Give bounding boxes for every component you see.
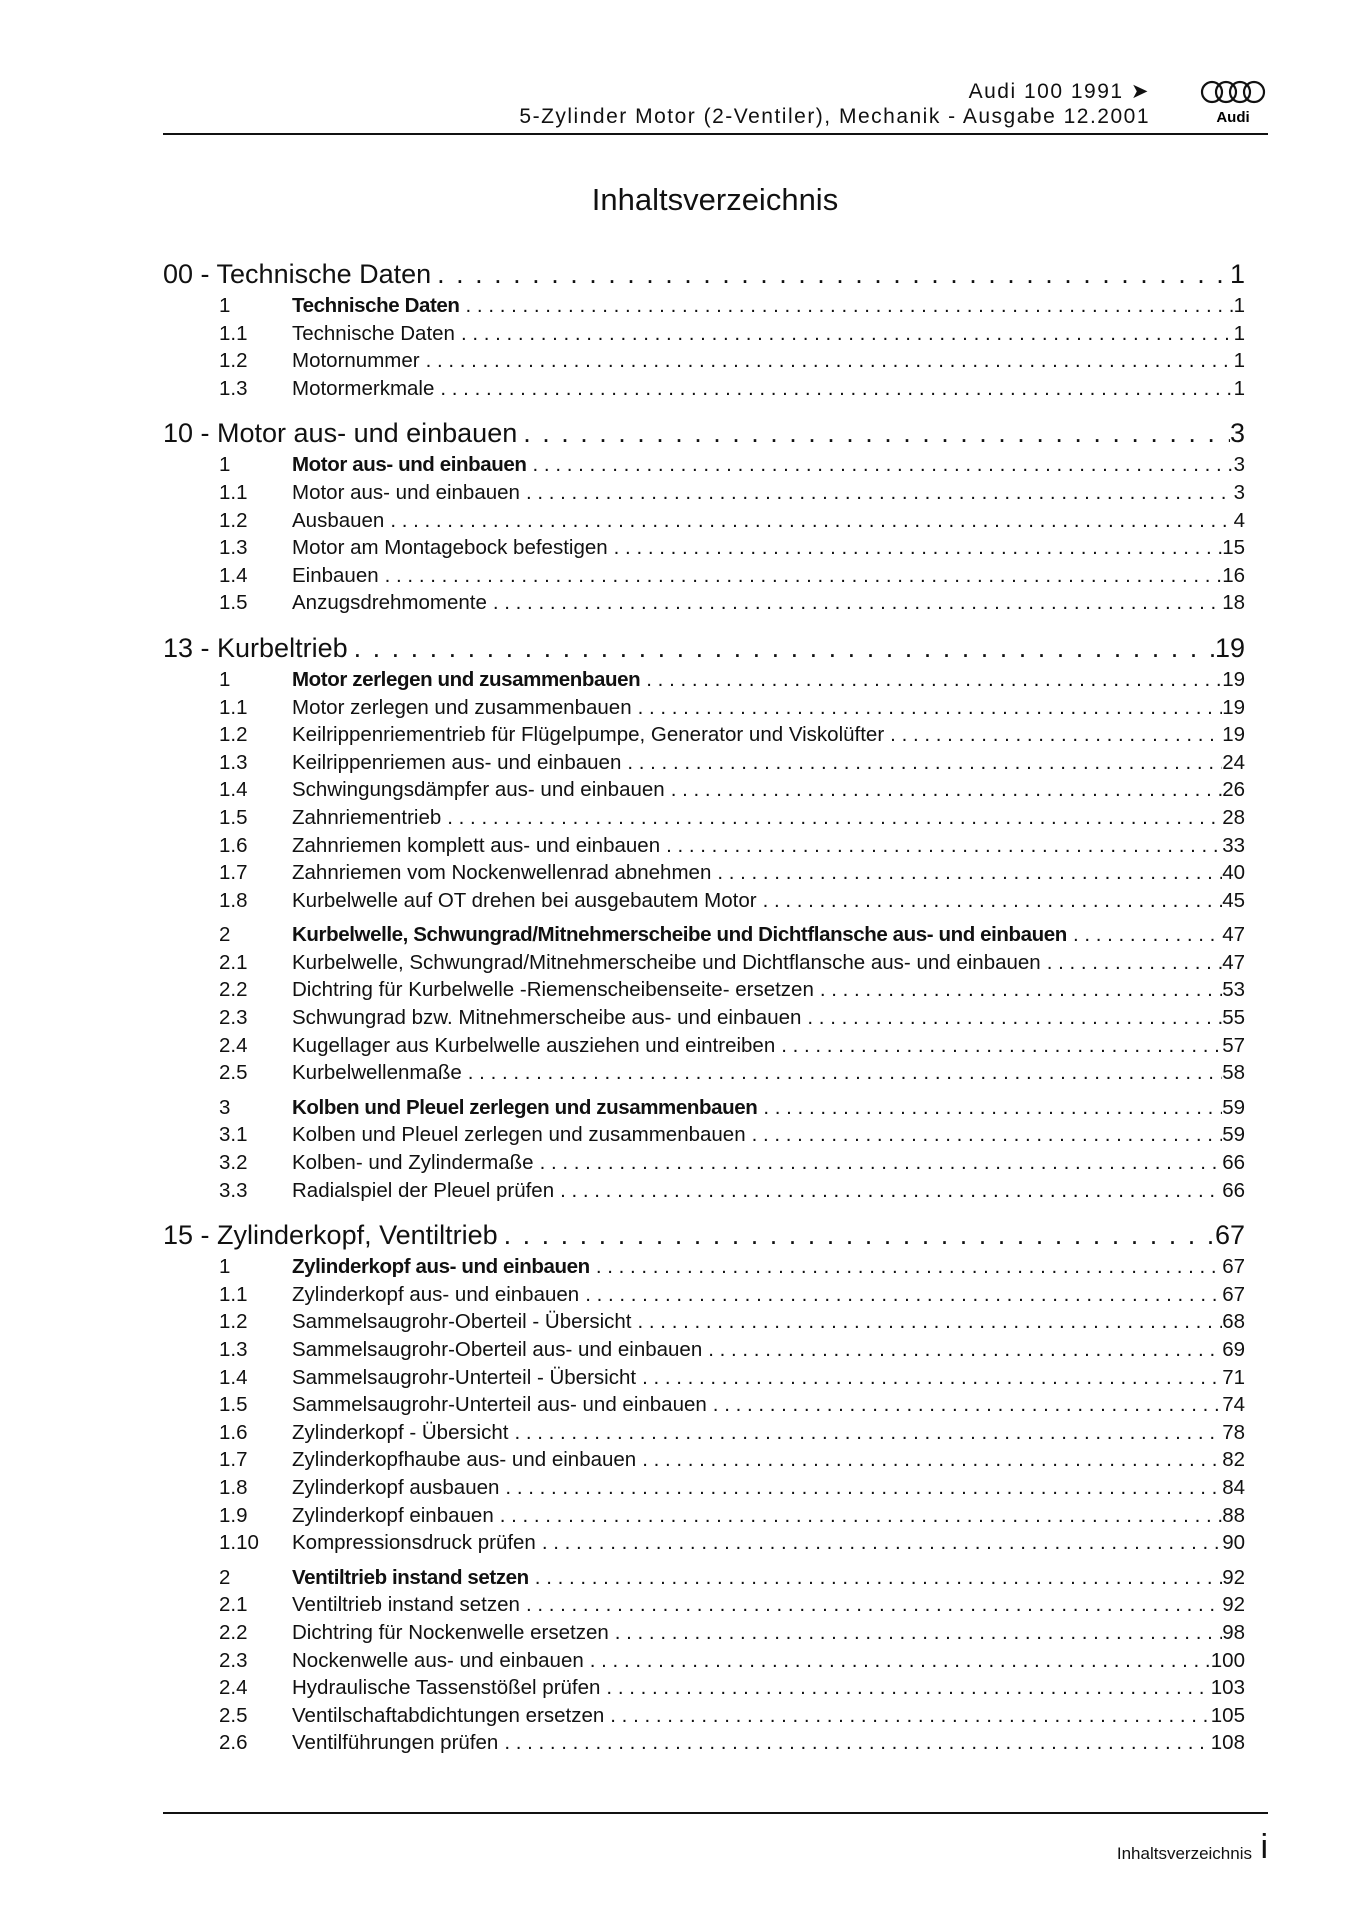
entry-number: 1.9 [219,1503,248,1527]
entry-page: 92 [1222,1593,1245,1617]
entry-title: Zylinderkopf ausbauen [292,1475,500,1499]
header-model: Audi 100 1991 ➤ [968,80,1150,103]
dot-leader [610,1702,1211,1730]
toc-entry[interactable] [163,1149,1245,1177]
entry-title: Technische Daten [292,294,460,317]
entry-title: Motor aus- und einbauen [292,480,520,504]
dot-leader [638,694,1223,722]
dot-leader [447,804,1222,832]
entry-page: 59 [1222,1095,1245,1119]
dot-leader [1073,921,1222,949]
chapter-title: 00 - Technische Daten [163,259,432,289]
entry-page: 84 [1222,1475,1245,1499]
toc-entry[interactable] [163,666,1245,694]
toc-entry[interactable] [163,1729,1245,1757]
entry-number: 2.1 [219,1593,248,1617]
entry-title: Einbauen [292,563,379,587]
entry-title: Anzugsdrehmomente [292,591,487,615]
entry-number: 1.2 [219,1310,248,1334]
toc-entry[interactable] [163,1177,1245,1205]
entry-title: Kurbelwelle auf OT drehen bei ausgebautem Motor [292,888,757,912]
entry-page: 69 [1222,1338,1245,1361]
entry-number: 1.7 [219,1448,248,1472]
entry-title: Kurbelwelle, Schwungrad/Mitnehmerscheibe und Dichtflansche aus- und einbauen [292,923,1067,947]
entry-number: 2.1 [219,950,248,974]
entry-title: Sammelsaugrohr-Unterteil aus- und einbauen [292,1393,707,1417]
entry-number: 1 [219,294,231,317]
entry-page: 58 [1222,1061,1245,1085]
chapter-page: 19 [1214,632,1245,663]
entry-page: 78 [1222,1420,1245,1444]
entry-page: 59 [1222,1123,1245,1147]
entry-page: 53 [1222,978,1245,1002]
entry-title: Schwingungsdämpfer aus- und einbauen [292,778,665,802]
entry-title: Motor aus- und einbauen [292,453,527,477]
dot-leader [523,415,1230,451]
entry-page: 66 [1222,1151,1245,1175]
dot-leader [440,375,1233,403]
toc-entry[interactable] [163,1336,1245,1364]
entry-page: 1 [1233,294,1245,317]
dot-leader [763,1094,1222,1122]
entry-page: 1 [1233,349,1245,373]
entry-title: Zylinderkopf einbauen [292,1503,494,1527]
entry-title: Ventilführungen prüfen [292,1731,499,1755]
entry-title: Motor am Montagebock befestigen [292,536,608,560]
chapter-page: 1 [1229,259,1245,289]
entry-title: Sammelsaugrohr-Oberteil aus- und einbauen [292,1338,703,1361]
entry-number: 1.3 [219,536,248,560]
entry-number: 1 [219,1255,231,1279]
dot-leader [763,887,1223,915]
entry-page: 16 [1222,563,1245,587]
dot-leader [627,749,1222,777]
dot-leader [642,1446,1222,1474]
entry-number: 1.5 [219,1393,248,1417]
entry-page: 57 [1222,1033,1245,1057]
entry-page: 47 [1222,923,1245,947]
entry-title: Dichtring für Nockenwelle ersetzen [292,1620,609,1644]
footer-label: Inhaltsverzeichnis [1116,1844,1252,1863]
dot-leader [426,347,1234,375]
dot-leader [466,292,1234,320]
entry-page: 26 [1222,778,1245,802]
dot-leader [385,562,1223,590]
entry-title: Keilrippenriemen aus- und einbauen [292,750,622,774]
entry-number: 1.8 [219,888,248,912]
toc-chapter[interactable] [163,1217,1245,1253]
dot-leader [642,1364,1222,1392]
toc-entry[interactable] [163,1059,1245,1087]
entry-page: 3 [1233,453,1245,477]
entry-title: Zylinderkopf - Übersicht [292,1420,509,1444]
audi-logo [1198,79,1268,129]
entry-title: Motormerkmale [292,376,435,400]
entry-page: 108 [1210,1731,1245,1755]
dot-leader [526,1591,1222,1619]
dot-leader [596,1253,1222,1281]
entry-page: 47 [1222,950,1245,974]
toc-entry[interactable] [163,292,1245,320]
dot-leader [542,1529,1222,1557]
entry-title: Zahnriemen komplett aus- und einbauen [292,833,661,857]
entry-page: 40 [1222,861,1245,885]
entry-number: 2.2 [219,1620,248,1644]
entry-number: 1.8 [219,1475,248,1499]
toc-entry[interactable] [163,507,1245,535]
dot-leader [514,1419,1222,1447]
entry-page: 55 [1222,1006,1245,1030]
table-of-contents [163,256,1245,1757]
toc-chapter[interactable] [163,630,1245,666]
entry-page: 45 [1222,888,1245,912]
dot-leader [606,1674,1210,1702]
entry-page: 3 [1233,480,1245,504]
dot-leader [671,776,1223,804]
toc-entry[interactable] [163,1647,1245,1675]
entry-page: 68 [1222,1310,1245,1334]
toc-entry[interactable] [163,832,1245,860]
toc-entry[interactable] [163,921,1245,949]
dot-leader [807,1004,1222,1032]
toc-entry[interactable] [163,776,1245,804]
toc-entry[interactable] [163,1446,1245,1474]
entry-number: 1.2 [219,508,248,532]
entry-page: 1 [1233,376,1245,400]
entry-title: Ventiltrieb instand setzen [292,1565,529,1589]
toc-chapter[interactable] [163,256,1245,292]
chapter-page: 67 [1214,1220,1245,1251]
entry-title: Radialspiel der Pleuel prüfen [292,1178,555,1202]
entry-page: 67 [1222,1255,1245,1279]
entry-page: 71 [1222,1365,1245,1389]
entry-title: Motornummer [292,349,420,373]
dot-leader [752,1121,1223,1149]
entry-number: 2.3 [219,1648,248,1672]
entry-number: 3.1 [219,1123,248,1147]
entry-number: 2.6 [219,1731,248,1755]
entry-number: 2.4 [219,1676,248,1700]
toc-entry[interactable] [163,1364,1245,1392]
entry-number: 1 [219,453,231,477]
chapter-page: 3 [1229,418,1245,449]
toc-entry[interactable] [163,1391,1245,1419]
dot-leader [781,1032,1222,1060]
dot-leader [646,666,1222,694]
entry-number: 1.4 [219,778,248,802]
dot-leader [540,1149,1223,1177]
toc-entry[interactable] [163,1564,1245,1592]
entry-title: Sammelsaugrohr-Oberteil - Übersicht [292,1310,632,1334]
entry-page: 67 [1222,1282,1245,1306]
entry-number: 3 [219,1095,231,1119]
toc-entry[interactable] [163,479,1245,507]
entry-title: Schwungrad bzw. Mitnehmerscheibe aus- und einbauen [292,1006,802,1030]
entry-title: Ventilschaftabdichtungen ersetzen [292,1703,605,1727]
entry-title: Motor zerlegen und zusammenbauen [292,667,641,691]
entry-number: 2 [219,923,231,947]
entry-title: Keilrippenriementrieb für Flügelpumpe, Generator und Viskolüfter [292,723,885,747]
entry-page: 103 [1210,1676,1245,1700]
entry-page: 66 [1222,1178,1245,1202]
entry-number: 1.3 [219,376,248,400]
toc-entry[interactable] [163,1419,1245,1447]
dot-leader [504,1729,1210,1757]
entry-page: 105 [1210,1703,1245,1727]
entry-title: Kurbelwelle, Schwungrad/Mitnehmerscheibe und Dichtflansche aus- und einbauen [292,950,1041,974]
dot-leader [437,256,1230,292]
entry-title: Technische Daten [292,321,455,345]
entry-number: 1.5 [219,591,248,615]
entry-number: 2.4 [219,1033,248,1057]
entry-title: Kugellager aus Kurbelwelle ausziehen und eintreiben [292,1033,776,1057]
dot-leader [354,630,1215,666]
toc-entry[interactable] [163,976,1245,1004]
toc-entry[interactable] [163,949,1245,977]
entry-title: Kolben und Pleuel zerlegen und zusammenbauen [292,1095,758,1119]
dot-leader [535,1564,1222,1592]
entry-page: 18 [1222,591,1245,615]
page-title: Inhaltsverzeichnis [591,182,839,217]
entry-number: 1.1 [219,1282,248,1306]
dot-leader [390,507,1233,535]
dot-leader [890,721,1222,749]
dot-leader [708,1336,1222,1364]
entry-number: 1.10 [219,1531,259,1555]
toc-entry[interactable] [163,749,1245,777]
toc-entry[interactable] [163,859,1245,887]
dot-leader [717,859,1222,887]
page-footer [163,1812,1268,1866]
entry-title: Ausbauen [292,508,385,532]
dot-leader [713,1391,1222,1419]
toc-entry[interactable] [163,1308,1245,1336]
dot-leader [504,1217,1215,1253]
entry-page: 88 [1222,1503,1245,1527]
dot-leader [461,320,1234,348]
entry-title: Motor zerlegen und zusammenbauen [292,695,632,719]
entry-number: 3.3 [219,1178,248,1202]
dot-leader [820,976,1222,1004]
entry-title: Ventiltrieb instand setzen [292,1593,520,1617]
entry-page: 90 [1222,1531,1245,1555]
entry-title: Nockenwelle aus- und einbauen [292,1648,584,1672]
entry-number: 1.1 [219,321,248,345]
toc-entry[interactable] [163,1281,1245,1309]
entry-page: 19 [1222,723,1245,747]
header-manual-title: 5-Zylinder Motor (2-Ventiler), Mechanik - Ausgabe 12.2001 [519,105,1150,128]
entry-number: 1.2 [219,349,248,373]
toc-entry[interactable] [163,721,1245,749]
entry-title: Kolben und Pleuel zerlegen und zusammenbauen [292,1123,746,1147]
entry-number: 2.2 [219,978,248,1002]
entry-number: 1.7 [219,861,248,885]
entry-number: 1.1 [219,695,248,719]
toc-entry[interactable] [163,1502,1245,1530]
dot-leader [560,1177,1222,1205]
entry-number: 1.4 [219,563,248,587]
entry-page: 92 [1222,1565,1245,1589]
page-number: i [1260,1828,1268,1866]
toc-entry[interactable] [163,1004,1245,1032]
entry-number: 1.1 [219,480,248,504]
dot-leader [1047,949,1222,977]
toc-entry[interactable] [163,562,1245,590]
toc-entry[interactable] [163,1032,1245,1060]
toc-entry[interactable] [163,804,1245,832]
entry-title: Zahnriemen vom Nockenwellenrad abnehmen [292,861,712,885]
dot-leader [493,589,1222,617]
dot-leader [614,534,1223,562]
entry-title: Zahnriementrieb [292,805,442,829]
svg-text:Audi: Audi [1216,109,1250,126]
entry-title: Zylinderkopfhaube aus- und einbauen [292,1448,637,1472]
entry-number: 2 [219,1565,231,1589]
entry-number: 1.6 [219,1420,248,1444]
entry-number: 2.5 [219,1703,248,1727]
entry-number: 1.6 [219,833,248,857]
entry-page: 28 [1222,805,1245,829]
entry-number: 1.2 [219,723,248,747]
dot-leader [615,1619,1222,1647]
dot-leader [590,1647,1211,1675]
entry-title: Dichtring für Kurbelwelle -Riemenscheibenseite- ersetzen [292,978,814,1002]
toc-entry[interactable] [163,1702,1245,1730]
entry-number: 1.4 [219,1365,248,1389]
dot-leader [585,1281,1222,1309]
entry-page: 33 [1222,833,1245,857]
entry-page: 1 [1233,321,1245,345]
chapter-title: 15 - Zylinderkopf, Ventiltrieb [163,1220,498,1251]
entry-title: Kolben- und Zylindermaße [292,1151,534,1175]
dot-leader [666,832,1222,860]
toc-entry[interactable] [163,887,1245,915]
toc-entry[interactable] [163,375,1245,403]
entry-number: 2.5 [219,1061,248,1085]
entry-title: Kompressionsdruck prüfen [292,1531,536,1555]
dot-leader [526,479,1234,507]
dot-leader [468,1059,1222,1087]
toc-entry[interactable] [163,347,1245,375]
entry-number: 3.2 [219,1151,248,1175]
chapter-title: 10 - Motor aus- und einbauen [163,418,518,449]
entry-page: 74 [1222,1393,1245,1417]
entry-page: 4 [1233,508,1245,532]
toc-entry[interactable] [163,451,1245,479]
entry-page: 100 [1210,1648,1245,1672]
entry-title: Zylinderkopf aus- und einbauen [292,1282,580,1306]
entry-number: 1 [219,667,231,691]
toc-entry[interactable] [163,694,1245,722]
entry-number: 1.3 [219,1338,248,1361]
toc-entry[interactable] [163,1591,1245,1619]
entry-title: Hydraulische Tassenstößel prüfen [292,1676,601,1700]
entry-page: 82 [1222,1448,1245,1472]
toc-entry[interactable] [163,1619,1245,1647]
entry-title: Zylinderkopf aus- und einbauen [292,1255,590,1279]
toc-entry[interactable] [163,534,1245,562]
page-header [163,75,1268,135]
entry-title: Sammelsaugrohr-Unterteil - Übersicht [292,1365,637,1389]
entry-number: 2.3 [219,1006,248,1030]
entry-number: 1.5 [219,805,248,829]
toc-entry[interactable] [163,1094,1245,1122]
entry-page: 24 [1222,750,1245,774]
dot-leader [533,451,1234,479]
toc-chapter[interactable] [163,415,1245,451]
entry-number: 1.3 [219,750,248,774]
toc-entry[interactable] [163,589,1245,617]
toc-entry[interactable] [163,1474,1245,1502]
entry-page: 19 [1222,695,1245,719]
toc-entry[interactable] [163,1253,1245,1281]
entry-page: 15 [1222,536,1245,560]
toc-entry[interactable] [163,1121,1245,1149]
toc-entry[interactable] [163,320,1245,348]
toc-entry[interactable] [163,1529,1245,1557]
entry-page: 19 [1222,667,1245,691]
entry-title: Kurbelwellenmaße [292,1061,462,1085]
dot-leader [638,1308,1223,1336]
entry-page: 98 [1222,1620,1245,1644]
chapter-title: 13 - Kurbeltrieb [163,632,348,663]
dot-leader [505,1474,1222,1502]
dot-leader [500,1502,1222,1530]
toc-entry[interactable] [163,1674,1245,1702]
